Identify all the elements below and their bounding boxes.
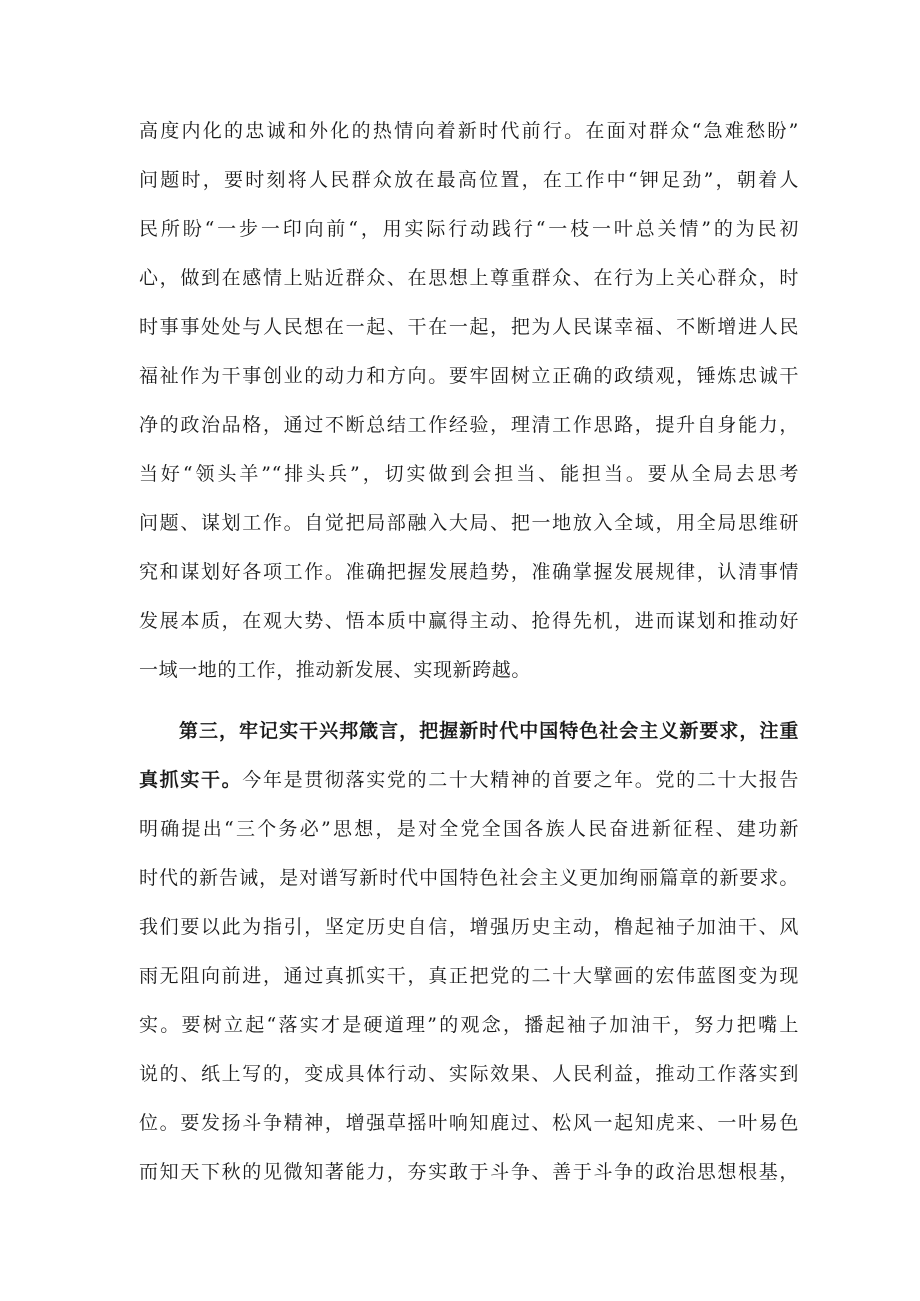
- section-heading-line: 第三，牢记实干兴邦箴言，把握新时代中国特色社会主义新要求，注重: [179, 720, 799, 742]
- text-line: 我们要以此为指引，坚定历史自信，增强历史主动，橹起袖子加油干、风: [139, 916, 799, 938]
- text-line: 当好“领头羊”“排头兵”，切实做到会担当、能担当。要从全局去思考: [139, 463, 799, 485]
- text-line: 福祉作为干事创业的动力和方向。要牢固树立正确的政绩观，锤炼忠诚干: [139, 365, 799, 387]
- text-line: 实。要树立起“落实才是硬道理”的观念，播起袖子加油干，努力把嘴上: [139, 1014, 799, 1036]
- text-line: 究和谋划好各项工作。准确把握发展趋势，准确掌握发展规律，认清事情: [139, 561, 799, 583]
- text-line: 心，做到在感情上贴近群众、在思想上尊重群众、在行为上关心群众，时: [139, 267, 799, 289]
- text-line: [139, 756, 799, 805]
- text-line: 问题时，要时刻将人民群众放在最高位置，在工作中“钾足劲”，朝着人: [139, 169, 799, 191]
- text-line: 发展本质，在观大势、悟本质中赢得主动、抢得先机，进而谋划和推动好: [139, 610, 799, 632]
- paragraph-2: [139, 707, 799, 1197]
- text-line: 高度内化的忠诚和外化的热情向着新时代前行。在面对群众“急难愁盼”: [139, 120, 799, 142]
- paragraph-1: [139, 107, 799, 695]
- text-line: 民所盼“一步一印向前“，用实际行动践行“一枝一叶总关情”的为民初: [139, 218, 799, 240]
- text-line: 雨无阻向前进，通过真抓实干，真正把党的二十大擘画的宏伟蓝图变为现: [139, 965, 799, 987]
- text-line: 一域一地的工作，推动新发展、实现新跨越。: [139, 659, 532, 681]
- text-line: 而知天下秋的见微知著能力，夯实敢于斗争、善于斗争的政治思想根基，: [139, 1161, 799, 1183]
- text-line: 位。要发扬斗争精神，增强草摇叶响知鹿过、松风一起知虎来、一叶易色: [139, 1112, 799, 1134]
- text-run: 今年是贯彻落实党的二十大精神的首要之年。党的二十大报告: [242, 769, 799, 791]
- section-heading-end: 真抓实干。: [139, 769, 243, 791]
- text-line: 说的、纸上写的，变成具体行动、实际效果、人民利益，推动工作落实到: [139, 1063, 799, 1085]
- text-line: 净的政治品格，通过不断总结工作经验，理清工作思路，提升自身能力，: [139, 414, 799, 436]
- text-line: 时事事处处与人民想在一起、干在一起，把为人民谋幸福、不断增进人民: [139, 316, 799, 338]
- text-line: 时代的新告诫，是对谱写新时代中国特色社会主义更加绚丽篇章的新要求。: [139, 867, 799, 889]
- text-line: 问题、谋划工作。自觉把局部融入大局、把一地放入全域，用全局思维研: [139, 512, 799, 534]
- text-line: 明确提出“三个务必”思想，是对全党全国各族人民奋进新征程、建功新: [139, 818, 799, 840]
